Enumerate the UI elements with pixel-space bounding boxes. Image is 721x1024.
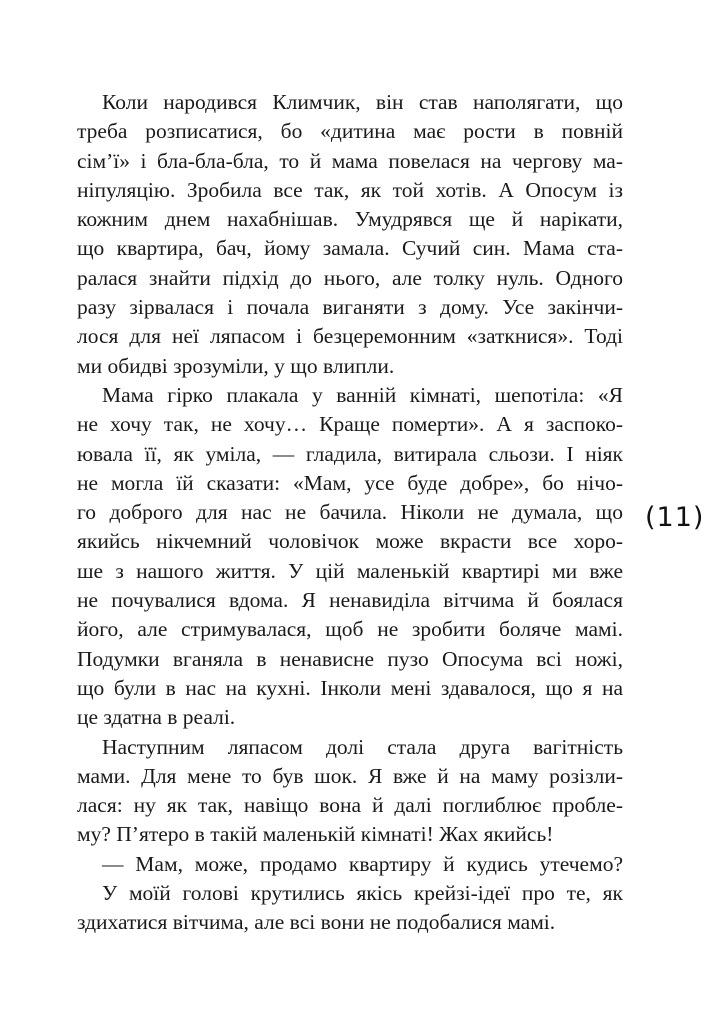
text-line: це здатна в реалі. <box>77 705 236 730</box>
text-line: ми обидві зрозуміли, у що влипли. <box>77 353 395 378</box>
text-line: що квартира, бач, йому замала. Сучий син. Мама ста- <box>77 236 623 261</box>
text-line: ралася знайти підхід до нього, але толку нуль. Одного <box>77 265 623 290</box>
text-line: У моїй голові крутились якісь крейзі-ідеї про те, як <box>102 881 623 906</box>
text-line: не могла їй сказати: «Мам, усе буде добре», бо нічо- <box>77 470 623 495</box>
page-number: (11) <box>645 502 705 533</box>
text-line: Коли народився Климчик, він став наполягати, що <box>102 90 623 114</box>
text-line: лася: ну як так, навіщо вона й далі поглиблює пробле- <box>77 793 623 818</box>
text-line: здихатися вітчима, але всі вони не подобалися мамі. <box>77 910 556 935</box>
text-line: сім’ї» і бла-бла-бла, то й мама повелася на чергову ма- <box>77 148 623 173</box>
text-line: му? П’ятеро в такій маленькій кімнаті! Жах якийсь! <box>77 822 554 847</box>
text-line: треба розписатися, бо «дитина має рости в повній <box>77 119 623 144</box>
text-line: Наступним ляпасом долі стала друга вагітність <box>102 734 623 759</box>
text-line: лося для неї ляпасом і безцеремонним «заткнися». Тоді <box>77 324 623 349</box>
text-line: його, але стримувалася, щоб не зробити боляче мамі. <box>77 617 623 642</box>
body-text <box>77 88 623 938</box>
text-line: ювала її, як уміла, — гладила, витирала сльози. І ніяк <box>77 441 623 466</box>
text-line: разу зірвалася і почала виганяти з дому. Усе закінчи- <box>77 295 623 320</box>
text-line: що були в нас на кухні. Інколи мені здавалося, що я на <box>77 675 623 700</box>
text-line: кожним днем нахабнішав. Умудрявся ще й нарікати, <box>77 207 623 232</box>
text-line: мами. Для мене то був шок. Я вже й на маму розізли- <box>77 763 623 788</box>
text-line: — Мам, може, продамо квартиру й кудись утечемо? <box>102 851 623 876</box>
text-line: ше з нашого життя. У цій маленькій квартирі ми вже <box>77 558 623 583</box>
text-line: не хочу так, не хочу… Краще померти». А я заспоко- <box>77 412 623 437</box>
text-line: не почувалися вдома. Я ненавиділа вітчима й боялася <box>77 588 623 613</box>
text-line: якийсь нікчемний чоловічок може вкрасти все хоро- <box>77 529 623 554</box>
text-line: Подумки вганяла в ненависне пузо Опосума всі ножі, <box>77 646 623 671</box>
text-line: ніпуляцію. Зробила все так, як той хотів. А Опосум із <box>77 177 623 202</box>
text-line: Мама гірко плакала у ванній кімнаті, шепотіла: «Я <box>102 382 623 407</box>
text-line: го доброго для нас не бачила. Ніколи не думала, що <box>77 500 623 525</box>
